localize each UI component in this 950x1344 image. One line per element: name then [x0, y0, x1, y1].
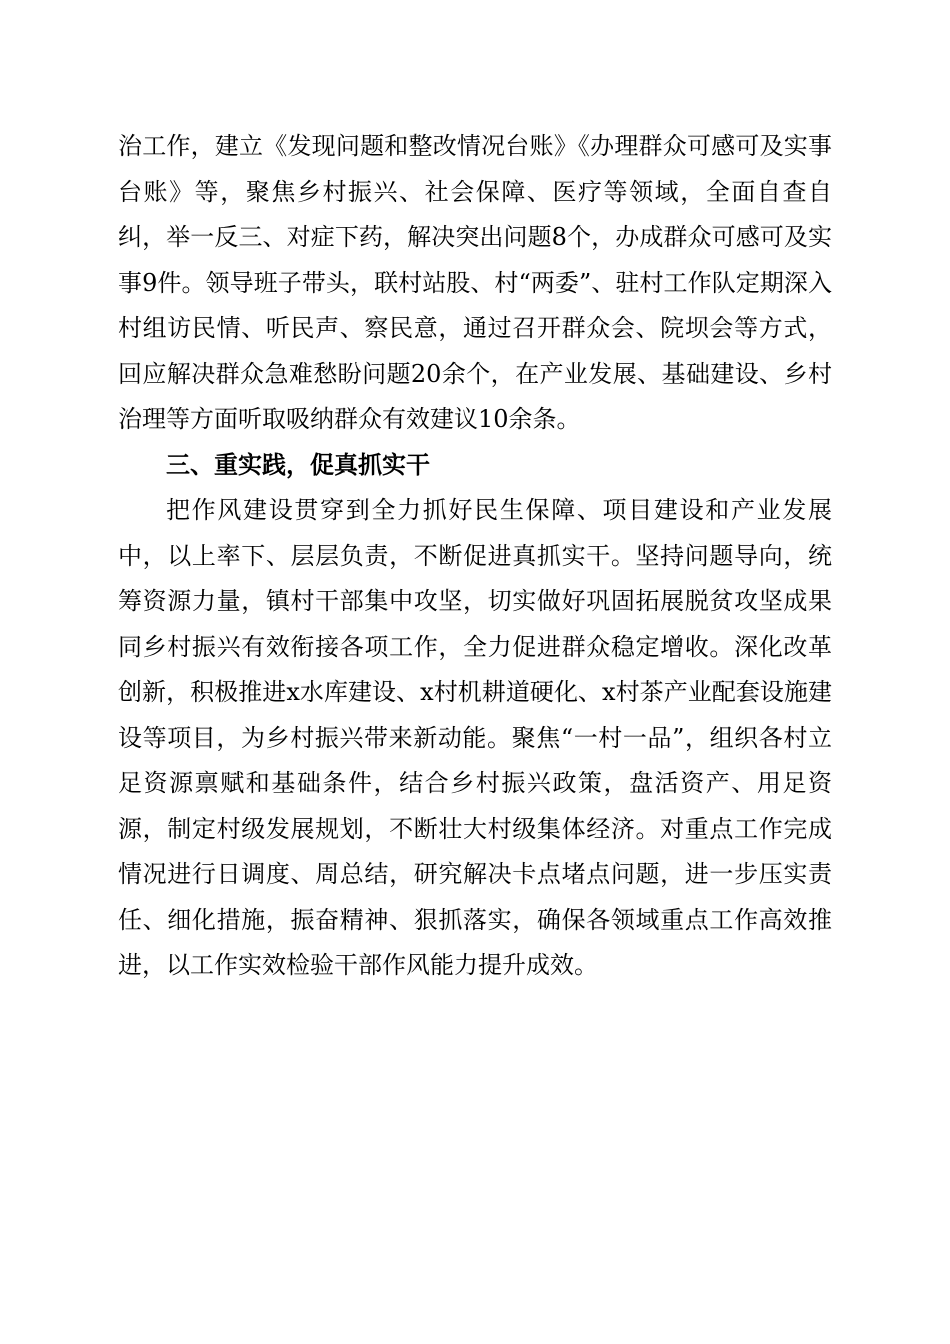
paragraph-section-three: 把作风建设贯穿到全力抓好民生保障、项目建设和产业发展中，以上率下、层层负责，不断促进真抓实干。坚持问题导向，统筹资源力量，镇村干部集中攻坚，切实做好巩固拓展脱贫攻坚成果同乡村振兴有效衔接各项工作，全力促进群众稳定增收。深化改革创新，积极推进x水库建设、x村机耕道硬化、x村茶产业配套设施建设等项目，为乡村振兴带来新动能。聚焦“一村一品”，组织各村立足资源禀赋和基础条件，结合乡村振兴政策，盘活资产、用足资源，制定村级发展规划，不断壮大村级集体经济。对重点工作完成情况进行日调度、周总结，研究解决卡点堵点问题，进一步压实责任、细化措施，振奋精神、狠抓落实，确保各领域重点工作高效推进，以工作实效检验干部作风能力提升成效。: [118, 496, 832, 979]
paragraph-continued: 治工作，建立《发现问题和整改情况台账》《办理群众可感可及实事台账》等，聚焦乡村振兴、社会保障、医疗等领域，全面自查自纠，举一反三、对症下药，解决突出问题8个，办成群众可感可及实事9件。领导班子带头，联村站股、村“两委”、驻村工作队定期深入村组访民情、听民声、察民意，通过召开群众会、院坝会等方式，回应解决群众急难愁盼问题20余个，在产业发展、基础建设、乡村治理等方面听取吸纳群众有效建议10余条。: [118, 132, 832, 433]
section-heading: 三、重实践，促真抓实干: [166, 450, 430, 479]
document-body: [118, 124, 832, 989]
